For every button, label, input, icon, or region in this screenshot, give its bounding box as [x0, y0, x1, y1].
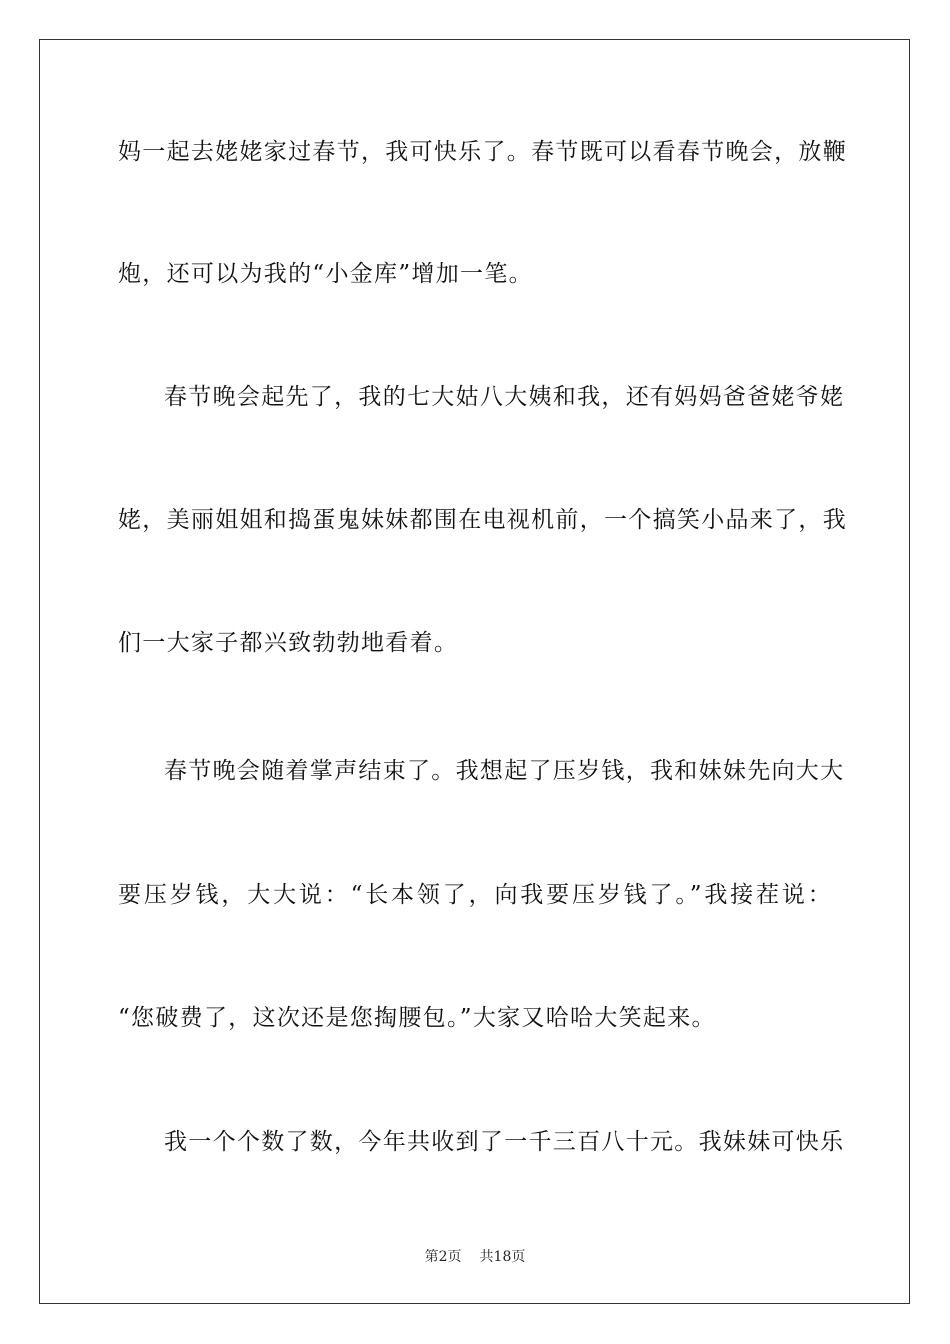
- total-pages: 共18页: [479, 1249, 526, 1265]
- text-line: 我一个个数了数，今年共收到了一千三百八十元。我妹妹可快乐: [164, 1129, 845, 1155]
- text-line: 春节晚会随着掌声结束了。我想起了压岁钱，我和妹妹先向大大: [164, 758, 845, 784]
- text-line: 们一大家子都兴致勃勃地看着。: [118, 630, 459, 656]
- text-line: 姥，美丽姐姐和捣蛋鬼妹妹都围在电视机前，一个搞笑小品来了，我: [118, 507, 847, 533]
- text-line: “您破费了，这次还是您掏腰包。”大家又哈哈大笑起来。: [118, 1005, 716, 1031]
- text-line: 要压岁钱，大大说：“长本领了，向我要压岁钱了。”我接茬说：: [118, 882, 832, 908]
- text-line: 妈一起去姥姥家过春节，我可快乐了。春节既可以看春节晚会，放鞭: [118, 139, 847, 165]
- text-line: 春节晚会起先了，我的七大姑八大姨和我，还有妈妈爸爸姥爷姥: [164, 384, 845, 410]
- current-page-number: 第2页: [424, 1249, 462, 1265]
- text-line: 炮，还可以为我的“小金库”增加一笔。: [118, 261, 533, 287]
- page-footer: [0, 1247, 950, 1267]
- page-border: [39, 39, 910, 1304]
